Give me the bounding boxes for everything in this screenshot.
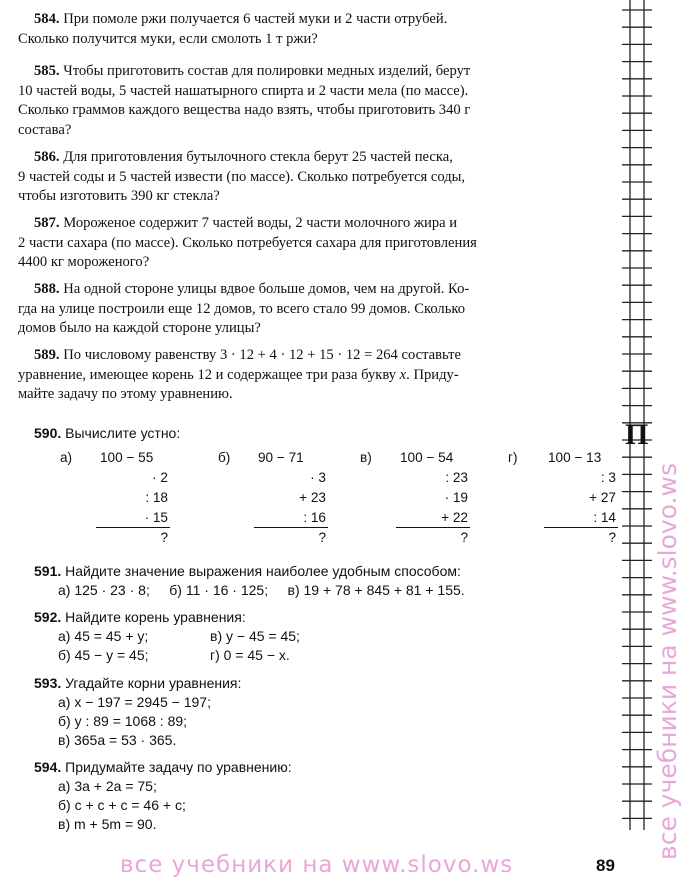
- problem-text: Для приготовления бутылочного стекла берут 25 частей песка,: [63, 149, 453, 165]
- problem-586: [18, 148, 618, 207]
- problem-594: [18, 758, 618, 834]
- problem-text: Сколько получится муки, если смолоть 1 т ржи?: [18, 30, 318, 47]
- calc-step: : 18: [145, 490, 168, 505]
- problem-text: уравнение, имеющее корень 12 и содержащее три раза букву: [18, 366, 400, 383]
- problem-593: [18, 674, 618, 750]
- problem-text: При помоле ржи получается 6 частей муки и 2 части отрубей.: [63, 11, 448, 27]
- calc-underline: [544, 527, 618, 528]
- problem-587: [18, 214, 618, 273]
- calc-step: + 27: [589, 490, 616, 505]
- problem-text: домов было на каждой стороне улицы?: [18, 320, 261, 336]
- calc-underline: [396, 527, 470, 528]
- calc-step: · 15: [144, 510, 168, 525]
- problem-text: 2 части сахара (по массе). Сколько потребуется сахара для приготовления: [18, 234, 477, 251]
- problem-text: На одной стороне улицы вдвое больше домов, чем на другой. Ко-: [63, 281, 470, 297]
- problem-text: Найдите значение выражения наиболее удобным способом:: [65, 563, 461, 579]
- calc-start: 100 − 55: [100, 450, 154, 465]
- problem-text: майте задачу по этому уравнению.: [18, 386, 233, 402]
- calc-answer: ?: [160, 530, 168, 545]
- problem-text: чтобы изготовить 390 кг стекла?: [18, 188, 220, 204]
- problem-590-title: [18, 424, 618, 444]
- calc-start: 100 − 13: [548, 450, 602, 465]
- problem-number: 584.: [34, 11, 60, 27]
- equation: а) x − 197 = 2945 − 197;: [58, 694, 211, 710]
- problem-585: [18, 62, 618, 140]
- problem-items: а) 125 · 23 · 8; б) 11 · 16 · 125; в) 19 + 78 + 845 + 81 + 155.: [58, 582, 465, 598]
- problem-text: гда на улице построили еще 12 домов, то всего стало 99 домов. Сколько: [18, 300, 466, 317]
- problem-text: Придумайте задачу по уравнению:: [65, 759, 292, 775]
- problem-584: [18, 10, 618, 49]
- problem-number: 589.: [34, 347, 60, 363]
- watermark-vertical-text: все учебники на www.slovo.ws: [653, 463, 682, 860]
- calc-underline: [254, 527, 328, 528]
- equation: б) 45 − y = 45;: [58, 647, 149, 663]
- problem-text: состава?: [18, 121, 72, 138]
- watermark-vertical: [640, 120, 690, 860]
- equation: б) y : 89 = 1068 : 89;: [58, 713, 188, 729]
- calc-answer: ?: [460, 530, 468, 545]
- problem-text: Чтобы приготовить состав для полировки медных изделий, берут: [63, 63, 471, 79]
- problem-text: 4400 кг мороженого?: [18, 254, 150, 270]
- problem-588: [18, 280, 618, 339]
- problem-number: 590.: [34, 425, 62, 441]
- problem-number: 591.: [34, 563, 62, 579]
- equation: в) 365a = 53 · 365.: [58, 732, 177, 748]
- problem-text: Вычислите устно:: [65, 425, 181, 441]
- calc-start: 90 − 71: [258, 450, 304, 465]
- problem-591: [18, 562, 618, 600]
- calc-answer: ?: [608, 530, 616, 545]
- problem-592: [18, 608, 618, 665]
- calc-step: · 3: [310, 470, 326, 485]
- problem-number: 594.: [34, 759, 62, 775]
- problem-text: . Приду-: [406, 366, 459, 383]
- calc-step: : 14: [593, 510, 616, 525]
- calc-column-label: б): [218, 450, 231, 465]
- equation: г) 0 = 45 − x.: [210, 647, 290, 663]
- calc-step: · 2: [152, 470, 168, 485]
- calc-underline: [96, 527, 170, 528]
- margin-letter: П: [625, 418, 649, 451]
- problem-text: По числовому равенству 3 · 12 + 4 · 12 + 15 · 12 = 264 составьте: [63, 347, 461, 363]
- calc-column-label: а): [60, 450, 73, 465]
- equation: в) y − 45 = 45;: [210, 628, 300, 644]
- problem-number: 592.: [34, 609, 62, 625]
- calc-step: + 22: [441, 510, 468, 525]
- problem-text: Мороженое содержит 7 частей воды, 2 части молочного жира и: [63, 215, 458, 231]
- page-number: 89: [596, 856, 615, 875]
- calc-column-label: г): [508, 450, 518, 465]
- watermark-horizontal: все учебники на www.slovo.ws: [120, 852, 514, 878]
- problem-number: 588.: [34, 281, 60, 297]
- calc-answer: ?: [318, 530, 326, 545]
- calc-step: + 23: [299, 490, 326, 505]
- calc-step: : 16: [303, 510, 326, 525]
- problem-number: 586.: [34, 149, 60, 165]
- calc-column-label: в): [360, 450, 372, 465]
- variable: x: [399, 366, 407, 383]
- problem-text: Найдите корень уравнения:: [65, 609, 246, 625]
- calc-step: : 3: [600, 470, 616, 485]
- calc-step: · 19: [444, 490, 468, 505]
- problem-number: 585.: [34, 63, 60, 79]
- problem-text: 10 частей воды, 5 частей нашатырного спирта и 2 части мела (по массе).: [18, 82, 469, 99]
- problem-number: 587.: [34, 215, 60, 231]
- problem-text: 9 частей соды и 5 частей извести (по массе). Сколько потребуется соды,: [18, 168, 466, 185]
- equation: а) 45 = 45 + y;: [58, 628, 149, 644]
- problem-text: Сколько граммов каждого вещества надо взять, чтобы приготовить 340 г: [18, 102, 471, 118]
- equation: а) 3a + 2a = 75;: [58, 778, 157, 794]
- equation: б) c + c + c = 46 + c;: [58, 797, 186, 813]
- problem-text: Угадайте корни уравнения:: [65, 675, 242, 691]
- equation: в) m + 5m = 90.: [58, 816, 157, 832]
- calc-start: 100 − 54: [400, 450, 454, 465]
- calc-step: : 23: [445, 470, 468, 485]
- problem-589: [18, 346, 618, 405]
- problem-number: 593.: [34, 675, 62, 691]
